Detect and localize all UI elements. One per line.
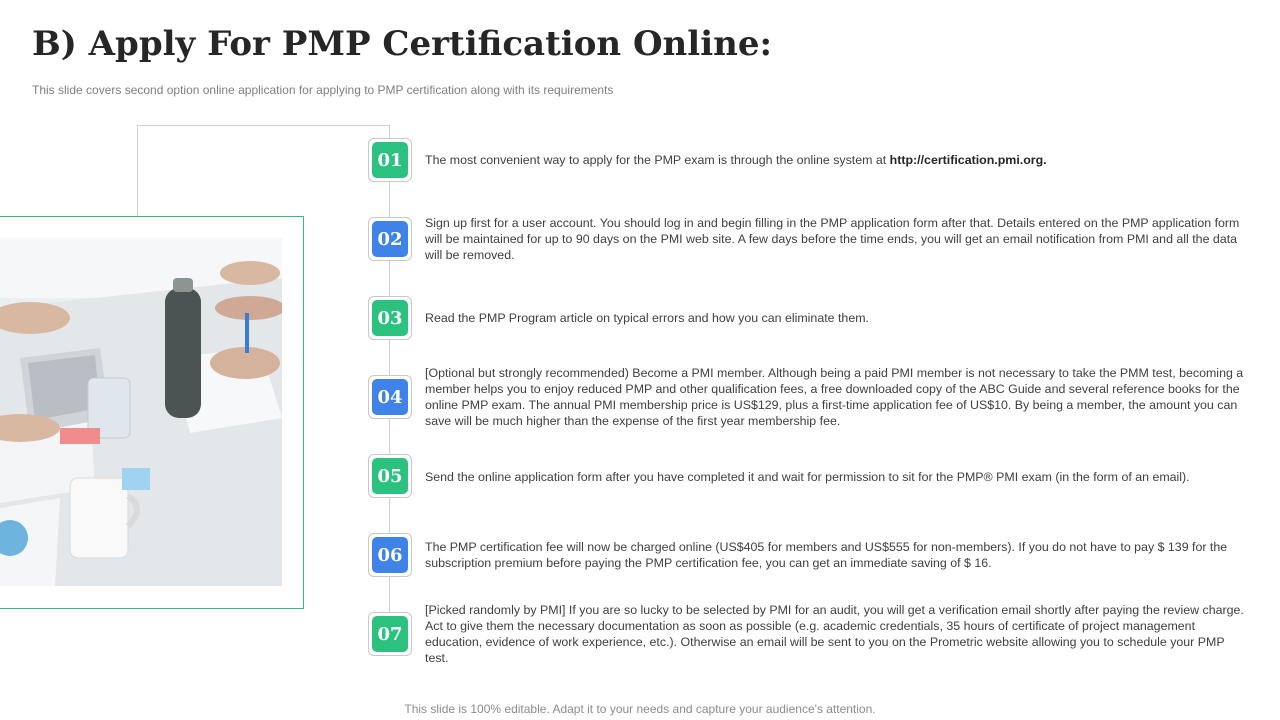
slide-title: B) Apply For PMP Certification Online: — [32, 24, 773, 64]
connector-line-top — [137, 125, 390, 126]
step-02-text: Sign up first for a user account. You should log in and begin filling in the PMP application form after that. Details entered on the PMP application form will be maintained for up to 90 days on the PMI web site. A few days before the time ends, you will get an email notification from PMI and all the data will be removed. — [425, 216, 1240, 262]
step-01-marker — [368, 138, 412, 182]
step-07-marker — [368, 612, 412, 656]
step-number: 01 — [372, 142, 408, 178]
step-number: 05 — [372, 458, 408, 494]
pmi-certification-link[interactable]: http://certification.pmi.org. — [889, 153, 1047, 167]
slide-subtitle: This slide covers second option online application for applying to PMP certification along with its requirements — [32, 83, 614, 97]
step-06-text: The PMP certification fee will now be charged online (US$405 for members and US$555 for non-members). If you do not have to pay $ 139 for the subscription premium before paying the PMP certification fee, you can get an immediate saving of $ 16. — [425, 540, 1228, 570]
meeting-photo — [0, 238, 282, 586]
step-number: 06 — [372, 537, 408, 573]
step-number: 04 — [372, 379, 408, 415]
step-number: 03 — [372, 300, 408, 336]
step-01-description: The most convenient way to apply for the PMP exam is through the online system at — [425, 153, 890, 167]
step-04-text: [Optional but strongly recommended) Become a PMI member. Although being a paid PMI member is not necessary to take the PMM test, becoming a member helps you to enjoy reduced PMP and other qualification fees, a free downloaded copy of the ABC Guide and several reference books for the online PMP exam. The annual PMI membership price is US$129, plus a first-time application fee of US$10. By being a member, the amount you can save will be much higher than the expense of the first year membership fee. — [425, 366, 1244, 428]
step-03-text: Read the PMP Program article on typical errors and how you can eliminate them. — [425, 311, 869, 325]
step-05-marker — [368, 454, 412, 498]
step-02-marker — [368, 217, 412, 261]
step-07-text: [Picked randomly by PMI] If you are so lucky to be selected by PMI for an audit, you will get a verification email shortly after paying the review charge. Act to give them the necessary documentation as soon as possible (e.g. academic credentials, 35 hours of certificate of project management education, evidence of work experience, etc.). Otherwise an email will be sent to you on the Prometric website allowing you to schedule your PMP test. — [425, 603, 1244, 665]
step-05-text: Send the online application form after you have completed it and wait for permission to sit for the PMP® PMI exam (in the form of an email). — [425, 470, 1190, 484]
step-number: 02 — [372, 221, 408, 257]
connector-line-left — [137, 125, 138, 217]
step-01-text — [425, 152, 1251, 168]
step-03-marker — [368, 296, 412, 340]
footer-note: This slide is 100% editable. Adapt it to your needs and capture your audience's attention. — [404, 702, 876, 716]
step-06-marker — [368, 533, 412, 577]
step-number: 07 — [372, 616, 408, 652]
step-04-marker — [368, 375, 412, 419]
